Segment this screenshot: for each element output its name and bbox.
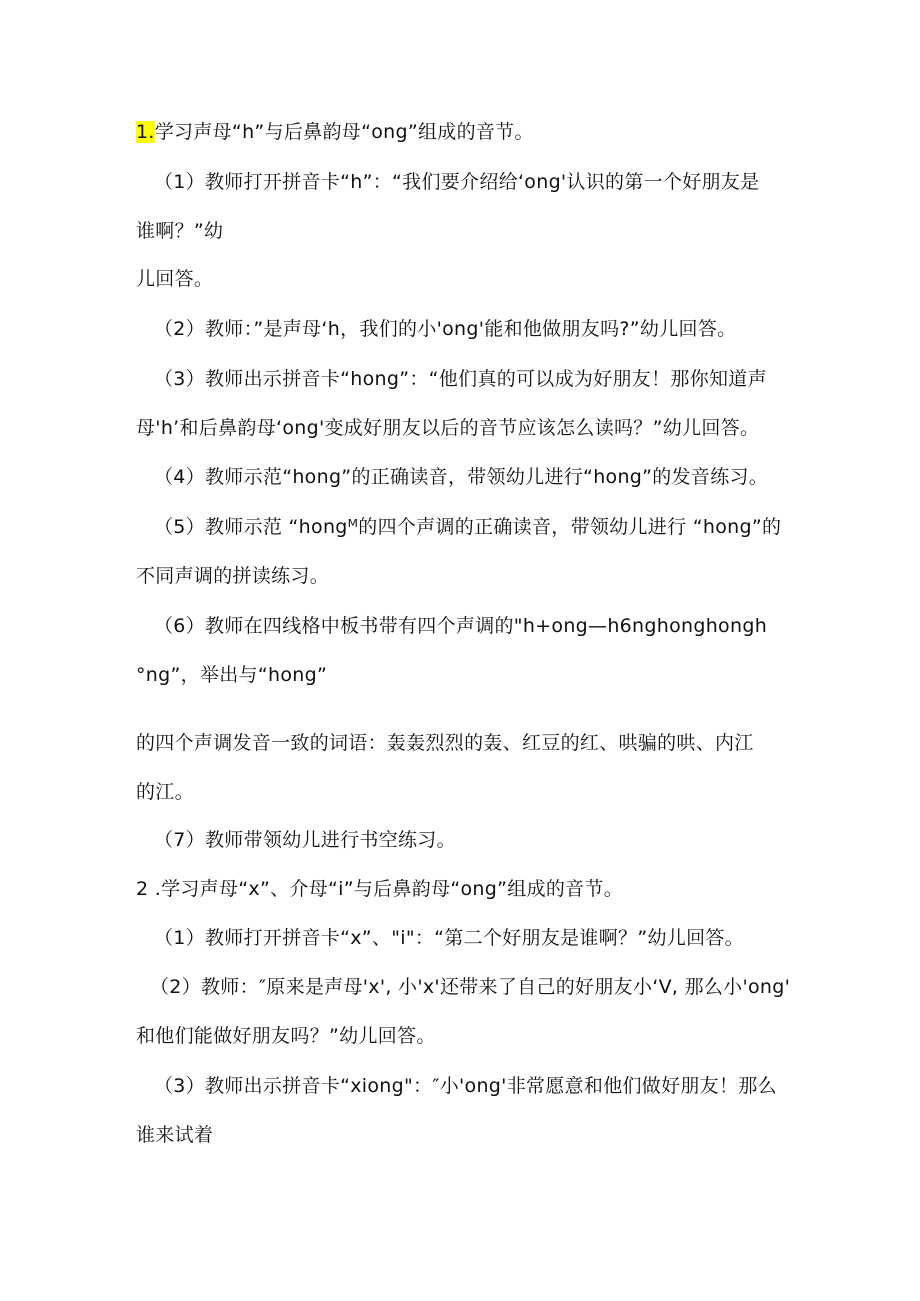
paragraph-line: 不同声调的拼读练习。 xyxy=(136,565,330,587)
paragraph-line: 谁来试着 xyxy=(136,1124,214,1146)
paragraph-line: （4）教师示范“hong”的正确读音，带领幼儿进行“hong”的发音练习。 xyxy=(154,466,769,488)
paragraph-line: 的四个声调发音一致的词语：轰轰烈烈的轰、红豆的红、哄骗的哄、内江 xyxy=(136,732,754,754)
paragraph-line: （5）教师示范 “hongᴹ的四个声调的正确读音，带领幼儿进行 “hong”的 xyxy=(154,516,782,538)
highlighted-number: 1. xyxy=(136,121,155,143)
paragraph-line: 谁啊？”幼 xyxy=(136,220,224,242)
paragraph-line: （6）教师在四线格中板书带有四个声调的"h+ong—h6nghonghongh xyxy=(154,615,768,637)
paragraph-line: 儿回答。 xyxy=(136,268,214,290)
paragraph-line: 和他们能做好朋友吗？”幼儿回答。 xyxy=(136,1025,436,1047)
paragraph-line: （2）教师：″原来是声母'x', 小'x'还带来了自己的好朋友小‘V, 那么小'ong' xyxy=(150,976,791,998)
paragraph-line: （3）教师出示拼音卡“xiong"：″小'ong'非常愿意和他们做好朋友！那么 xyxy=(154,1075,777,1097)
section-heading-2: 2 .学习声母“x”、介母“i”与后鼻韵母“ong”组成的音节。 xyxy=(136,878,624,900)
paragraph-line: （3）教师出示拼音卡“hong”：“他们真的可以成为好朋友！那你知道声 xyxy=(154,368,767,390)
paragraph-line: （1）教师打开拼音卡“h”：“我们要介绍给‘ong'认识的第一个好朋友是 xyxy=(154,171,760,193)
paragraph-line: 的江。 xyxy=(136,781,194,803)
paragraph-line: （7）教师带领幼儿进行书空练习。 xyxy=(154,829,456,851)
paragraph-line: 母'h’和后鼻韵母‘ong'变成好朋友以后的音节应该怎么读吗？”幼儿回答。 xyxy=(136,417,760,439)
paragraph-line: （2）教师：”是声母‘h，我们的小'ong'能和他做朋友吗?”幼儿回答。 xyxy=(154,318,737,340)
paragraph-line: （1）教师打开拼音卡“x”、"i"：“第二个好朋友是谁啊？”幼儿回答。 xyxy=(154,927,744,949)
section-heading-1: 1.学习声母“h”与后鼻韵母“ong”组成的音节。 xyxy=(136,121,534,143)
paragraph-line: °ng”，举出与“hong” xyxy=(136,664,328,686)
